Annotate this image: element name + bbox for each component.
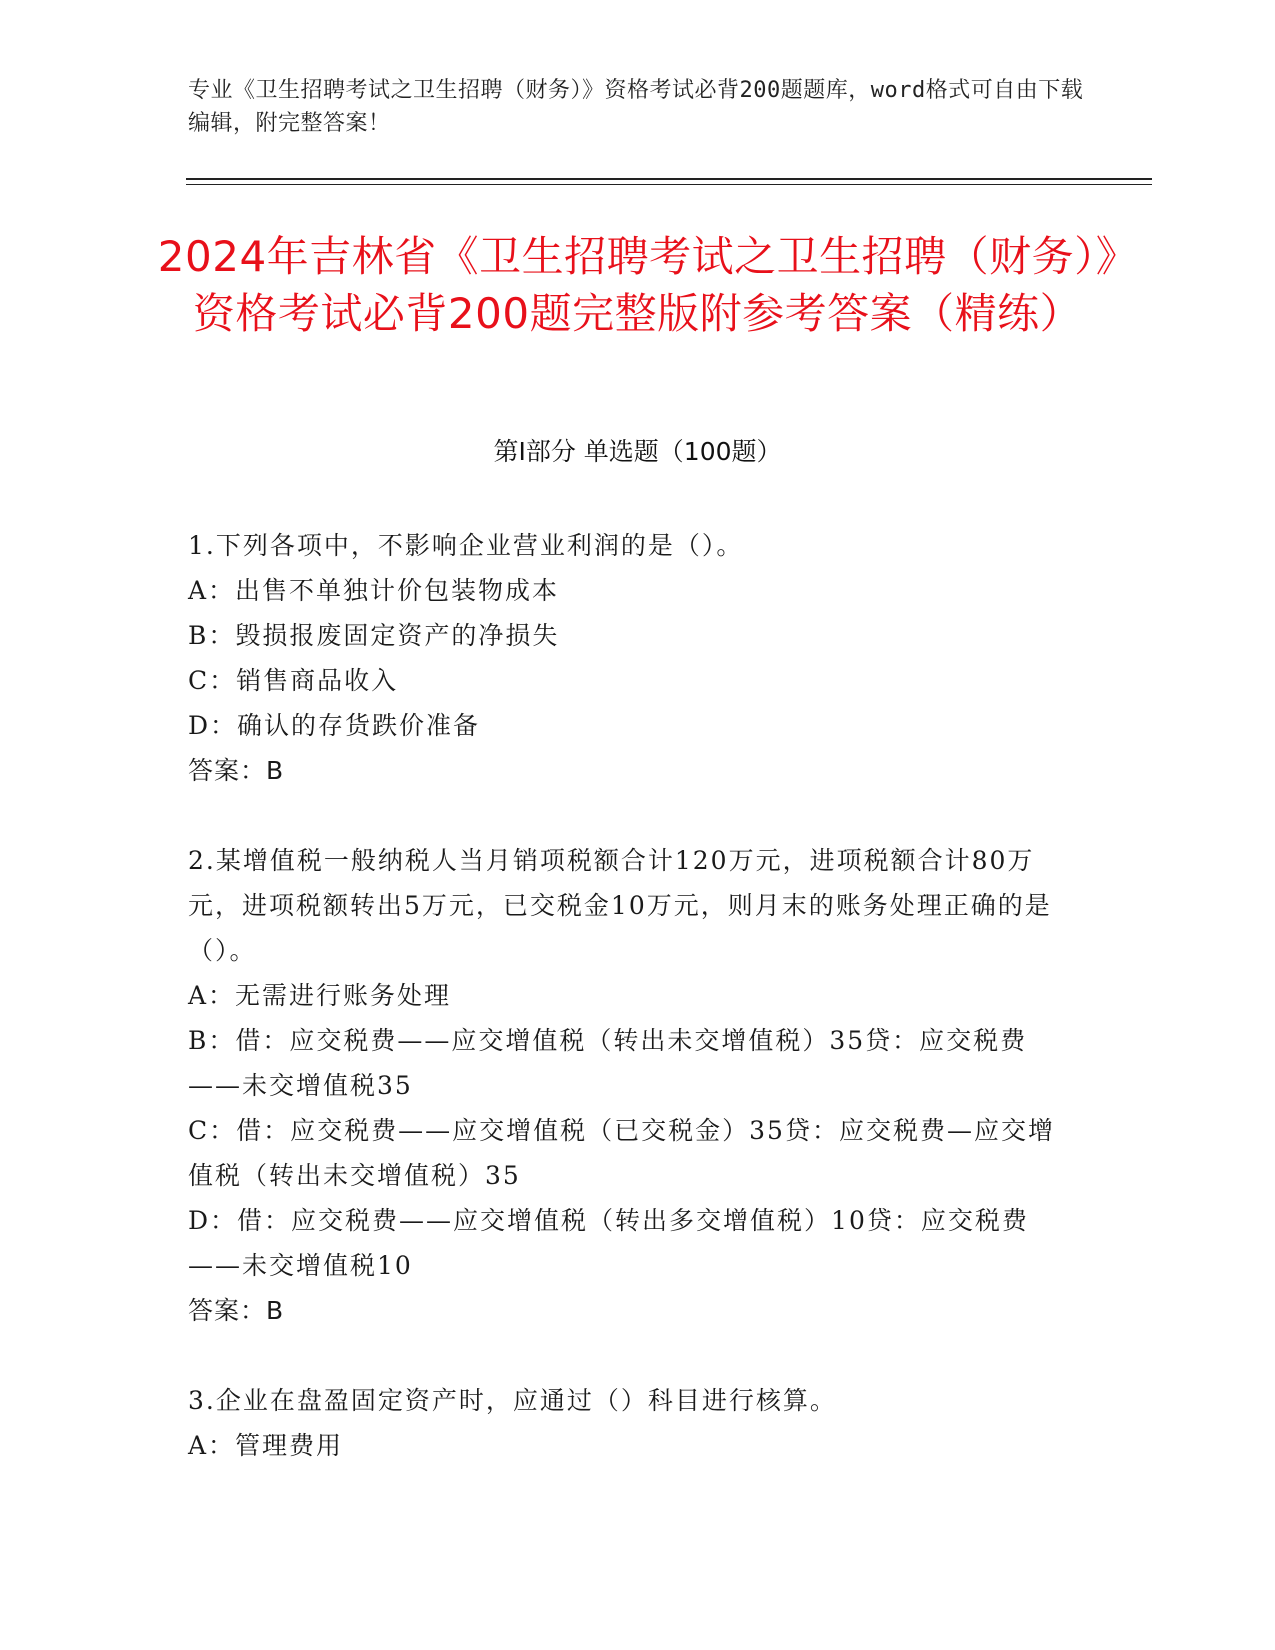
question-option: B：毁损报废固定资产的净损失 xyxy=(188,621,560,650)
question-1 xyxy=(188,523,1078,793)
question-list xyxy=(188,523,1078,1513)
question-stem: 3.企业在盘盈固定资产时，应通过（）科目进行核算。 xyxy=(188,1386,837,1415)
question-option: A：出售不单独计价包装物成本 xyxy=(188,576,560,605)
question-option: A：管理费用 xyxy=(188,1431,344,1460)
header-divider-thin xyxy=(186,184,1152,185)
question-option: C：借：应交税费——应交增值税（已交税金）35贷：应交税费—应交增值税（转出未交增值税）35 xyxy=(188,1116,1055,1190)
question-option: D：借：应交税费——应交增值税（转出多交增值税）10贷：应交税费——未交增值税10 xyxy=(188,1206,1029,1280)
section-title: 第I部分 单选题（100题） xyxy=(493,437,782,466)
question-2 xyxy=(188,838,1078,1333)
question-option: D：确认的存货跌价准备 xyxy=(188,711,481,740)
document-title: 2024年吉林省《卫生招聘考试之卫生招聘（财务）》资格考试必背200题完整版附参考答案（精练） xyxy=(157,232,1118,338)
question-3 xyxy=(188,1378,1078,1468)
question-answer: 答案：B xyxy=(188,1296,285,1325)
question-stem: 1.下列各项中，不影响企业营业利润的是（）。 xyxy=(188,531,744,560)
question-option: C：销售商品收入 xyxy=(188,666,399,695)
question-option: A：无需进行账务处理 xyxy=(188,981,452,1010)
question-stem: 2.某增值税一般纳税人当月销项税额合计120万元，进项税额合计80万元，进项税额转出5万元，已交税金10万元，则月末的账务处理正确的是（）。 xyxy=(188,846,1052,965)
question-answer: 答案：B xyxy=(188,756,285,785)
question-option: B：借：应交税费——应交增值税（转出未交增值税）35贷：应交税费——未交增值税35 xyxy=(188,1026,1028,1100)
header-divider xyxy=(186,178,1152,180)
header-note: 专业《卫生招聘考试之卫生招聘（财务）》资格考试必背200题题库，word格式可自由下载编辑，附完整答案！ xyxy=(188,78,1084,136)
